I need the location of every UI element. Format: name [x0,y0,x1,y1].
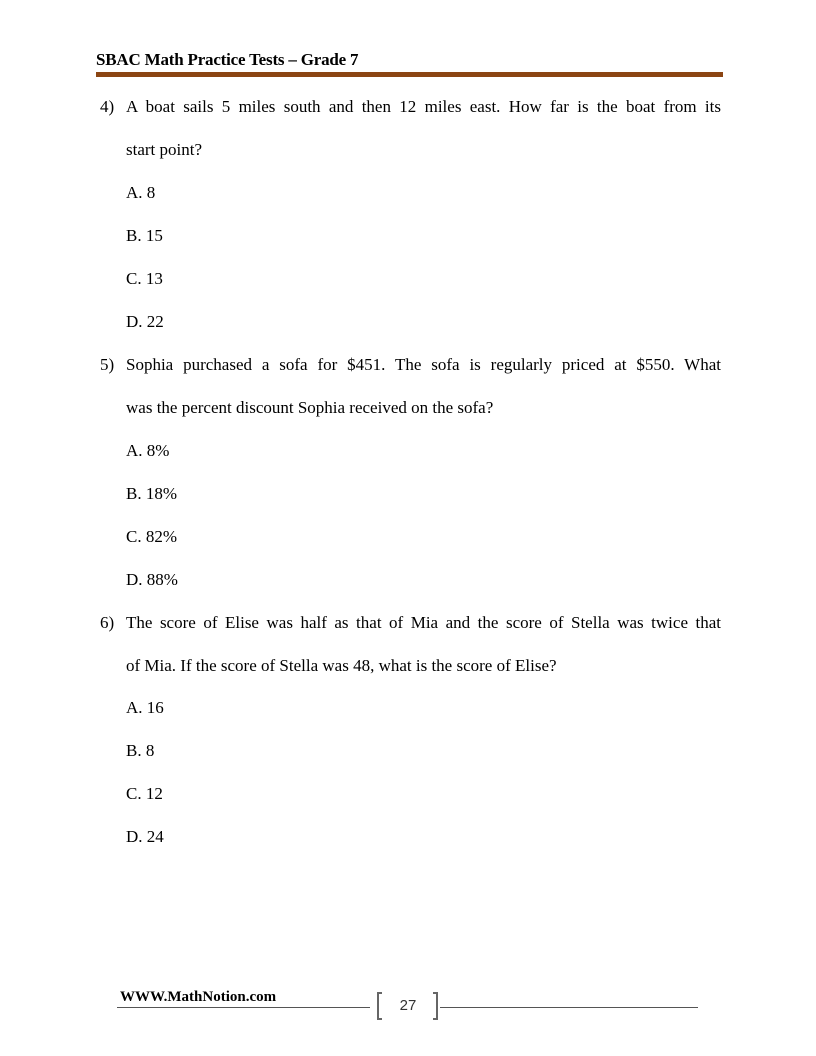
footer-website: WWW.MathNotion.com [120,989,277,1005]
answer-choice-a[interactable]: A. 8 [126,183,156,202]
answer-choice-c[interactable]: C. 82% [126,527,177,546]
page-header-title: SBAC Math Practice Tests – Grade 7 [96,50,359,69]
question-number: 5) [100,355,115,374]
left-bracket-icon [377,992,383,1020]
answer-choice-c[interactable]: C. 13 [126,269,163,288]
answer-choice-a[interactable]: A. 8% [126,441,170,460]
answer-choice-a[interactable]: A. 16 [126,698,164,717]
footer-rule-right [440,1007,698,1008]
question-number: 6) [100,613,115,632]
answer-choice-d[interactable]: D. 24 [126,827,164,846]
question-text-line: start point? [126,140,203,159]
answer-choice-d[interactable]: D. 22 [126,312,164,331]
question-text-line: Sophia purchased a sofa for $451. The sofa is regularly priced at $550. What [126,355,721,374]
header-rule [96,72,723,77]
answer-choice-c[interactable]: C. 12 [126,784,163,803]
answer-choice-b[interactable]: B. 15 [126,226,163,245]
answer-choice-b[interactable]: B. 18% [126,484,177,503]
answer-choice-b[interactable]: B. 8 [126,741,155,760]
page-number: 27 [399,997,417,1014]
question-text-line: of Mia. If the score of Stella was 48, what is the score of Elise? [126,656,557,675]
right-bracket-icon [432,992,438,1020]
question-text-line: was the percent discount Sophia received on the sofa? [126,398,494,417]
footer-rule-left [117,1007,370,1008]
question-number: 4) [100,97,115,116]
question-text-line: The score of Elise was half as that of Mia and the score of Stella was twice that [126,613,721,632]
answer-choice-d[interactable]: D. 88% [126,570,178,589]
question-text-line: A boat sails 5 miles south and then 12 miles east. How far is the boat from its [126,97,721,116]
